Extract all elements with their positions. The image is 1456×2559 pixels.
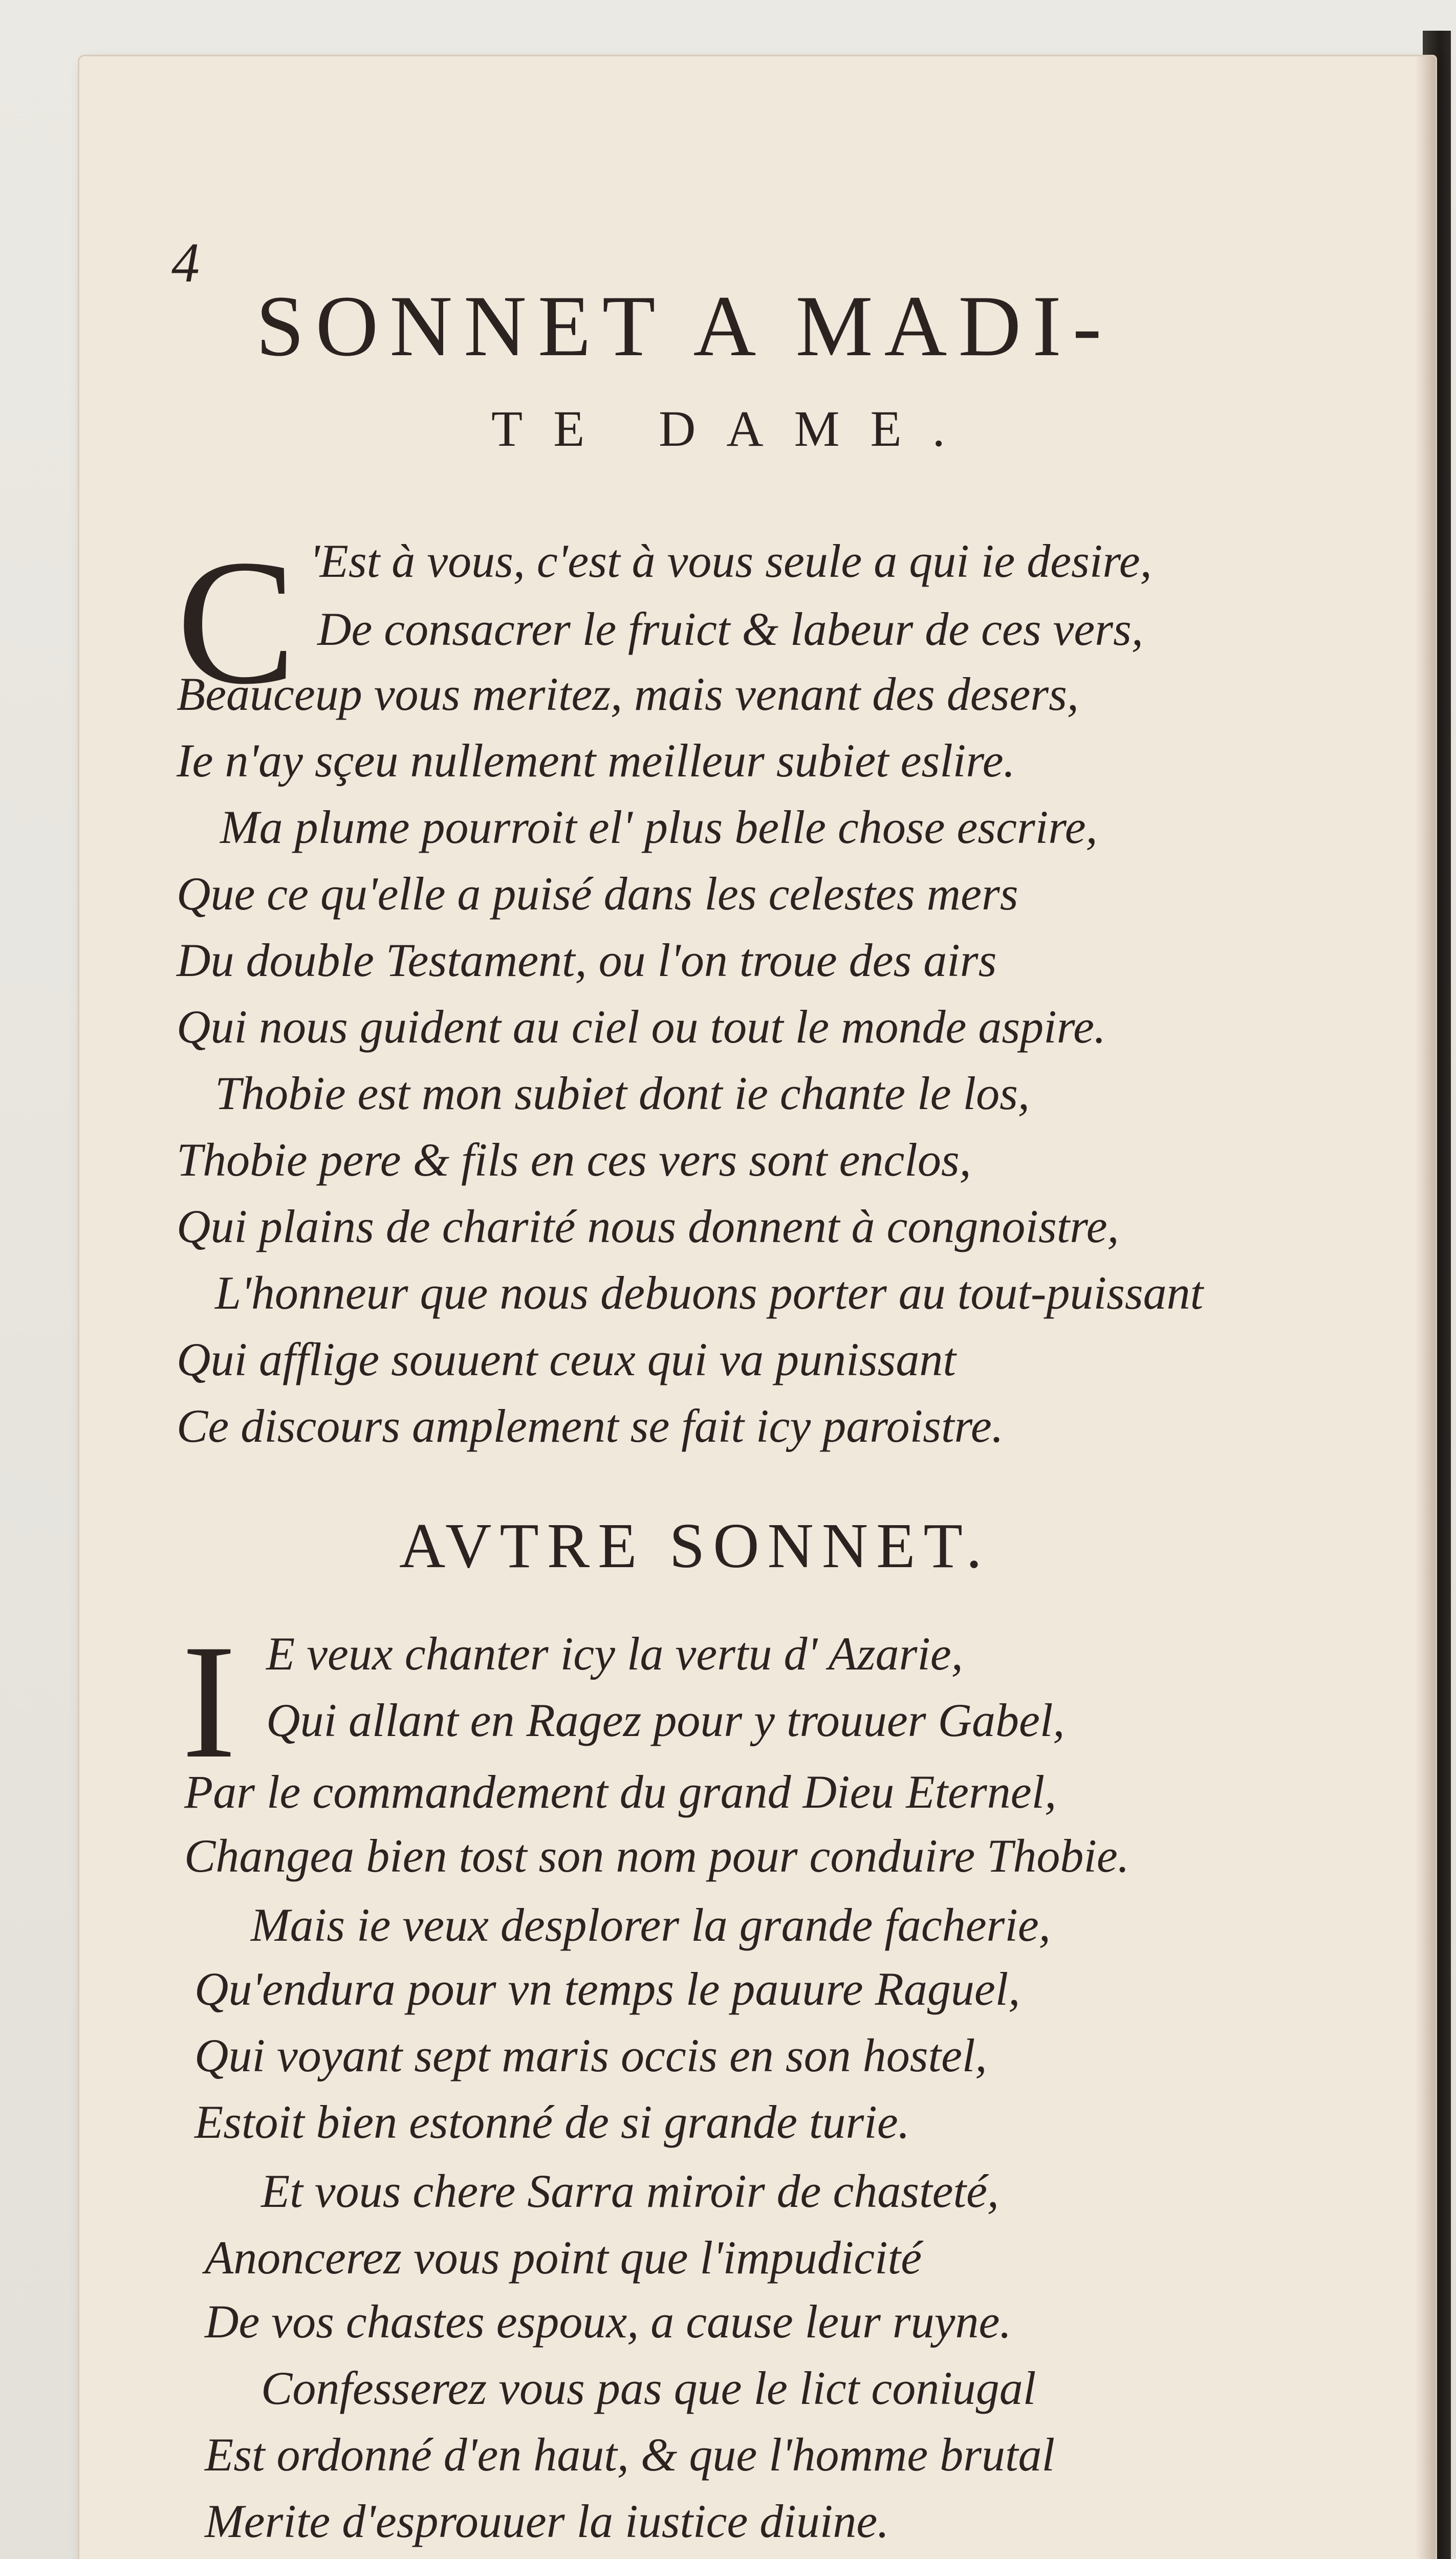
verse-line: Changea bien tost son nom pour conduire Thobie. bbox=[184, 1830, 1129, 1882]
verse-line: Et vous chere Sarra miroir de chasteté, bbox=[261, 2165, 999, 2217]
verse-line: Qu'endura pour vn temps le pauure Raguel, bbox=[194, 1963, 1020, 2015]
verse-line: Qui allant en Ragez pour y trouuer Gabel, bbox=[266, 1694, 1065, 1746]
verse-line: Qui voyant sept maris occis en son hostel, bbox=[194, 2029, 987, 2081]
verse-line: Mais ie veux desplorer la grande facherie, bbox=[251, 1899, 1051, 1951]
page-title-continued: TE DAME. bbox=[491, 400, 976, 457]
verse-line: De consacrer le fruict & labeur de ces vers, bbox=[317, 603, 1143, 655]
verse-line: Ie n'ay sçeu nullement meilleur subiet eslire. bbox=[177, 734, 1015, 787]
verse-line: Qui afflige souuent ceux qui va punissant bbox=[177, 1333, 956, 1385]
drop-cap-c: C bbox=[177, 523, 296, 721]
verse-line: L'honneur que nous debuons porter au tout-puissant bbox=[215, 1267, 1204, 1319]
verse-line: Thobie est mon subiet dont ie chante le los, bbox=[215, 1067, 1030, 1119]
section-heading: AVTRE SONNET. bbox=[399, 1511, 990, 1581]
verse-line: Qui plains de charité nous donnent à congnoistre, bbox=[177, 1200, 1119, 1252]
drop-cap-i: I bbox=[182, 1611, 236, 1792]
verse-line: Par le commandement du grand Dieu Eternel, bbox=[184, 1766, 1057, 1818]
page-title: SONNET A MADI- bbox=[256, 278, 1113, 374]
verse-line: Du double Testament, ou l'on troue des airs bbox=[177, 934, 997, 986]
verse-line: Confesserez vous pas que le lict coniugal bbox=[261, 2362, 1036, 2414]
verse-line: De vos chastes espoux, a cause leur ruyne. bbox=[205, 2295, 1012, 2348]
verse-line: E veux chanter icy la vertu d' Azarie, bbox=[266, 1628, 963, 1680]
verse-line: Ma plume pourroit el' plus belle chose escrire, bbox=[220, 801, 1098, 853]
verse-line: Estoit bien estonné de si grande turie. bbox=[194, 2096, 910, 2148]
verse-line: 'Est à vous, c'est à vous seule a qui ie desire, bbox=[310, 535, 1152, 587]
verse-line: Anoncerez vous point que l'impudicité bbox=[205, 2231, 922, 2284]
verse-line: Qui nous guident au ciel ou tout le monde aspire. bbox=[177, 1001, 1106, 1053]
verse-line: Que ce qu'elle a puisé dans les celestes mers bbox=[177, 868, 1018, 920]
verse-line: Merite d'esprouuer la iustice diuine. bbox=[205, 2495, 889, 2547]
verse-line: Thobie pere & fils en ces vers sont enclos, bbox=[177, 1134, 971, 1186]
verse-line: Ce discours amplement se fait icy paroistre. bbox=[177, 1400, 1004, 1452]
verse-line: Est ordonné d'en haut, & que l'homme brutal bbox=[205, 2428, 1055, 2481]
verse-line: Beauceup vous meritez, mais venant des desers, bbox=[177, 668, 1079, 720]
page-number: 4 bbox=[171, 231, 200, 294]
